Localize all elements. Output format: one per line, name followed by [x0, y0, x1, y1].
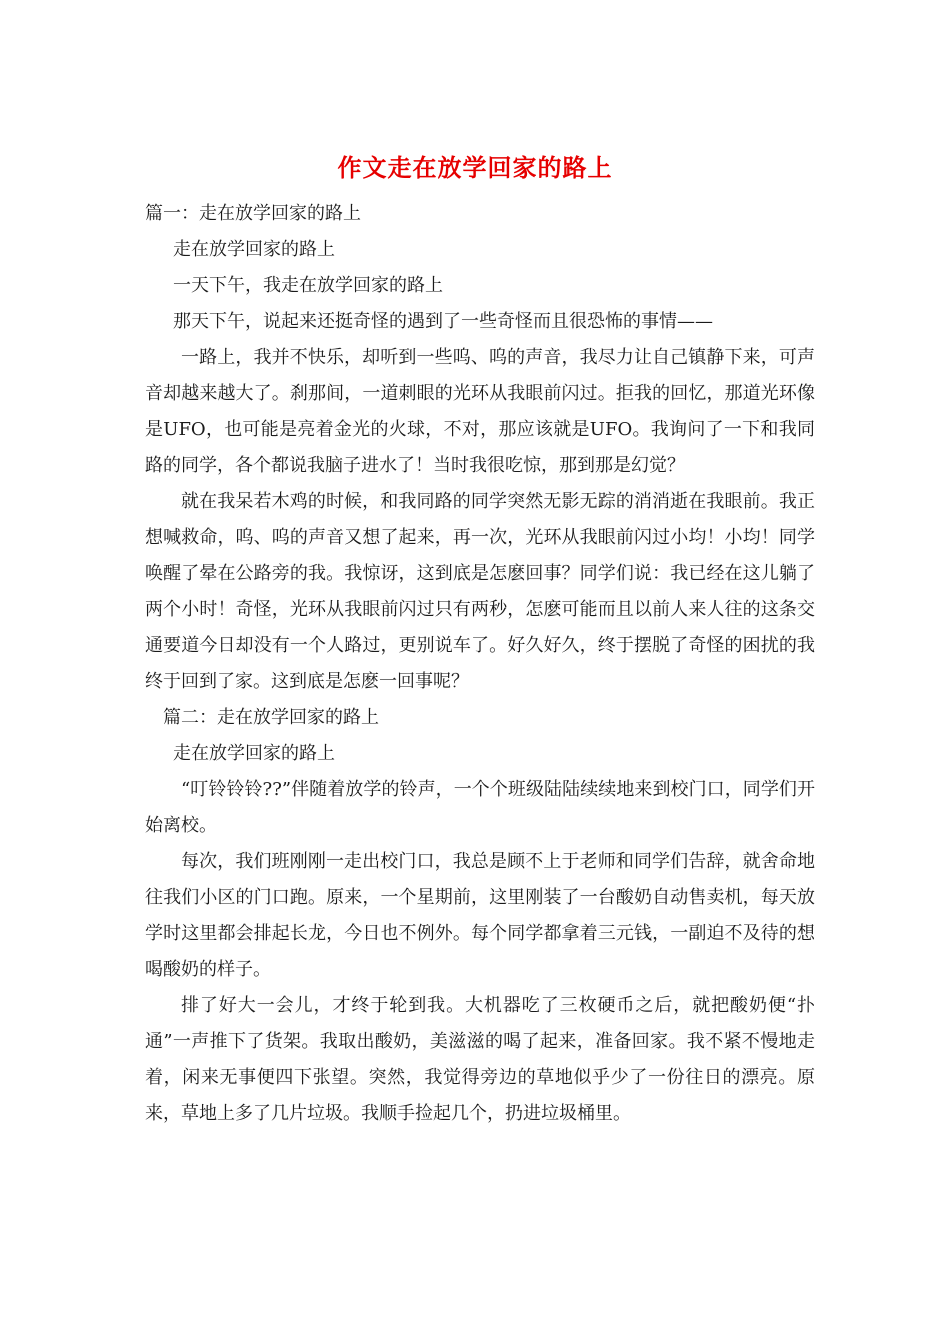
document-body: [145, 196, 815, 1132]
section1-heading: 篇一：走在放学回家的路上: [145, 203, 361, 224]
section2-subtitle: 走在放学回家的路上: [173, 743, 335, 764]
section2-paragraph-2: 每次，我们班刚刚一走出校门口，我总是顾不上于老师和同学们告辞，就舍命地往我们小区的门口跑。原来，一个星期前，这里刚装了一台酸奶自动售卖机，每天放学时这里都会排起长龙，今日也不例外。每个同学都拿着三元钱，一副迫不及待的想喝酸奶的样子。: [145, 851, 815, 980]
section1-subtitle: 走在放学回家的路上: [173, 239, 335, 260]
section2-heading: 篇二：走在放学回家的路上: [163, 707, 379, 728]
section1-paragraph-1: 一路上，我并不快乐，却听到一些呜、呜的声音，我尽力让自己镇静下来，可声音却越来越大了。刹那间，一道刺眼的光环从我眼前闪过。拒我的回忆，那道光环像是UFO，也可能是亮着金光的火球，不对，那应该就是UFO。我询问了一下和我同路的同学，各个都说我脑子进水了！当时我很吃惊，那到那是幻觉？: [145, 347, 815, 476]
document-title: 作文走在放学回家的路上: [337, 153, 613, 182]
section1-line1: 一天下午，我走在放学回家的路上: [173, 275, 443, 296]
section1-line2: 那天下午，说起来还挺奇怪的遇到了一些奇怪而且很恐怖的事情——: [173, 311, 713, 332]
section1-paragraph-2: 就在我呆若木鸡的时候，和我同路的同学突然无影无踪的消消逝在我眼前。我正想喊救命，呜、呜的声音又想了起来，再一次，光环从我眼前闪过小均！小均！同学唤醒了晕在公路旁的我。我惊讶，这到底是怎麽回事？同学们说：我已经在这儿躺了两个小时！奇怪，光环从我眼前闪过只有两秒，怎麽可能而且以前人来人往的这条交通要道今日却没有一个人路过，更别说车了。好久好久，终于摆脱了奇怪的困扰的我终于回到了家。这到底是怎麽一回事呢？: [145, 491, 815, 692]
section2-paragraph-1: “叮铃铃铃??”伴随着放学的铃声，一个个班级陆陆续续地来到校门口，同学们开始离校。: [145, 779, 815, 836]
section2-paragraph-3: 排了好大一会儿，才终于轮到我。大机器吃了三枚硬币之后，就把酸奶便“扑通”一声推下了货架。我取出酸奶，美滋滋的喝了起来，准备回家。我不紧不慢地走着，闲来无事便四下张望。突然，我觉得旁边的草地似乎少了一份往日的漂亮。原来，草地上多了几片垃圾。我顺手捡起几个，扔进垃圾桶里。: [145, 995, 815, 1124]
